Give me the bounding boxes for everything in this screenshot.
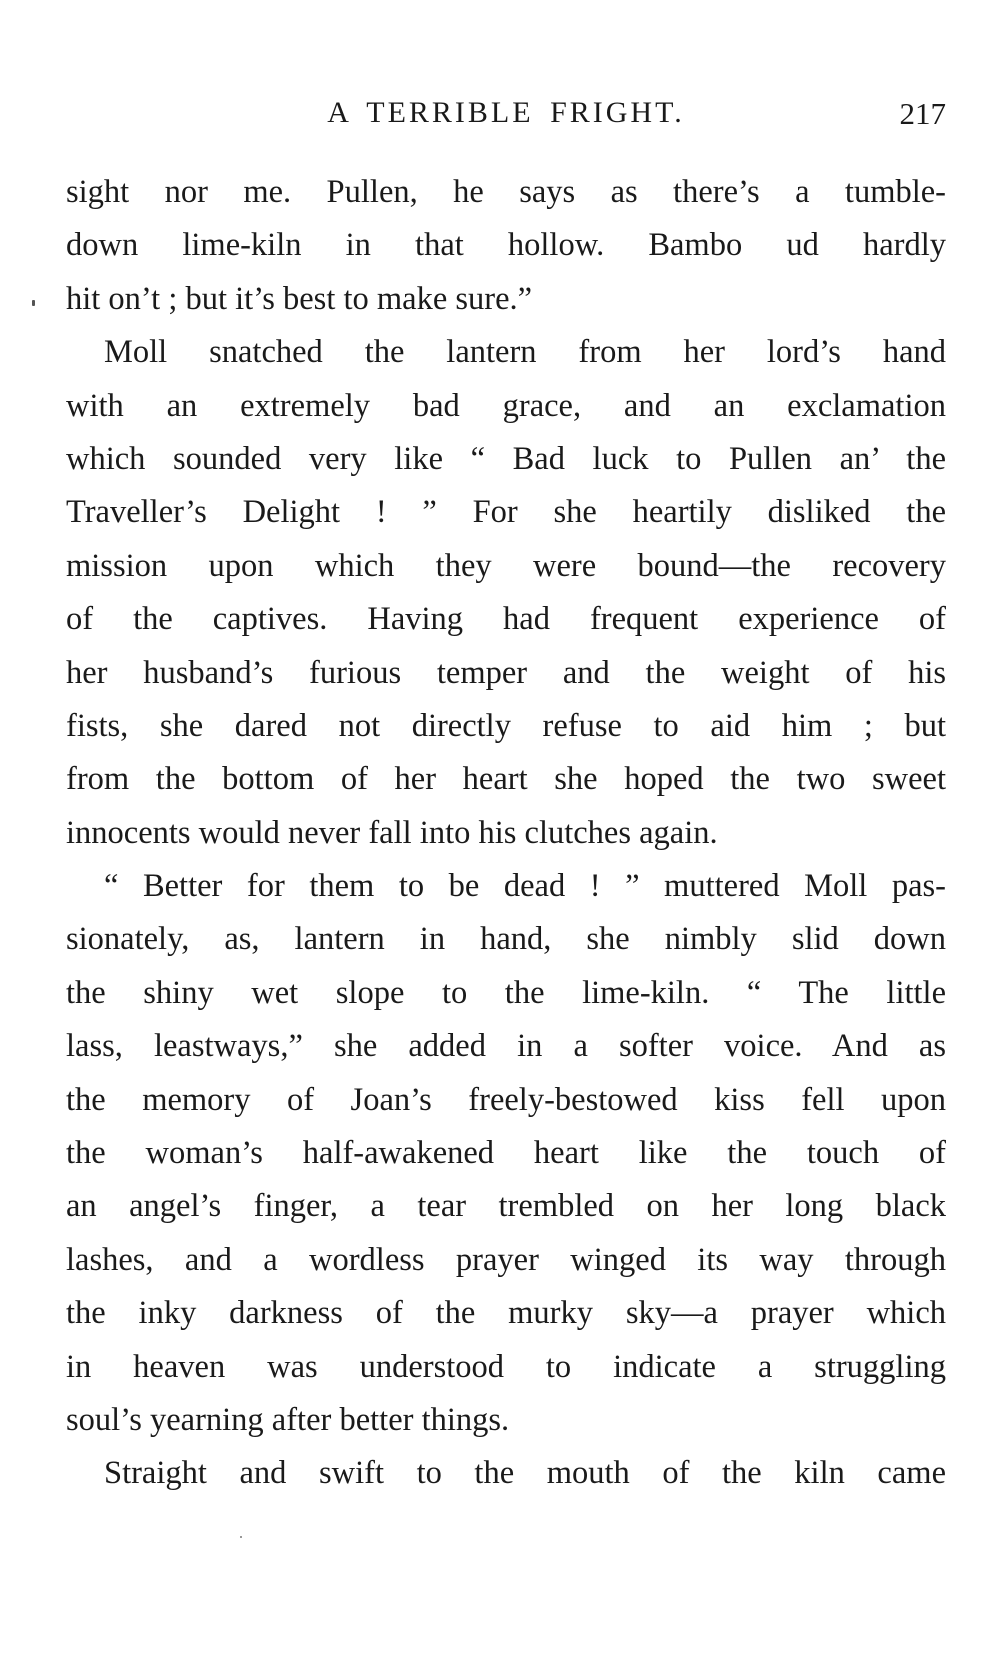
text-line: innocents would never fall into his clutches again. xyxy=(66,814,718,851)
text-line: Traveller’s Delight ! ” For she heartily disliked the xyxy=(66,494,946,531)
text-line: sionately, as, lantern in hand, she nimbly slid down xyxy=(66,921,946,958)
text-line: an angel’s finger, a tear trembled on her long black xyxy=(66,1188,946,1225)
page-number: 217 xyxy=(899,96,946,131)
text-line: down lime-kiln in that hollow. Bambo ud hardly xyxy=(66,227,946,264)
text-line: mission upon which they were bound—the recovery xyxy=(66,547,946,584)
text-line: with an extremely bad grace, and an exclamation xyxy=(66,387,946,424)
text-line: “ Better for them to be dead ! ” muttered Moll pas- xyxy=(104,868,946,905)
text-line: fists, she dared not directly refuse to aid him ; but xyxy=(66,707,946,744)
text-line: lashes, and a wordless prayer winged its way through xyxy=(66,1241,946,1278)
text-line: the inky darkness of the murky sky—a prayer which xyxy=(66,1295,946,1332)
text-line: Straight and swift to the mouth of the kiln came xyxy=(104,1455,946,1492)
text-line: sight nor me. Pullen, he says as there’s a tumble- xyxy=(66,174,946,210)
running-head xyxy=(66,96,946,140)
running-title: A TERRIBLE FRIGHT. xyxy=(327,96,685,129)
text-line: Moll snatched the lantern from her lord’s hand xyxy=(104,334,946,371)
text-line: her husband’s furious temper and the weight of his xyxy=(66,654,946,691)
body-text xyxy=(66,166,946,1501)
text-line: lass, leastways,” she added in a softer voice. And as xyxy=(66,1028,946,1065)
text-line: of the captives. Having had frequent experience of xyxy=(66,601,946,638)
paper-speck xyxy=(240,1536,242,1538)
text-line: in heaven was understood to indicate a struggling xyxy=(66,1348,946,1385)
text-line: the shiny wet slope to the lime-kiln. “ The little xyxy=(66,974,946,1011)
text-line: the woman’s half-awakened heart like the touch of xyxy=(66,1135,946,1172)
text-line: the memory of Joan’s freely-bestowed kiss fell upon xyxy=(66,1081,946,1118)
text-line: soul’s yearning after better things. xyxy=(66,1401,510,1438)
text-line: which sounded very like “ Bad luck to Pullen an’ the xyxy=(66,440,946,477)
text-line: from the bottom of her heart she hoped the two sweet xyxy=(66,761,946,798)
text-line: hit on’t ; but it’s best to make sure.” xyxy=(66,280,533,317)
margin-mark xyxy=(32,300,35,306)
